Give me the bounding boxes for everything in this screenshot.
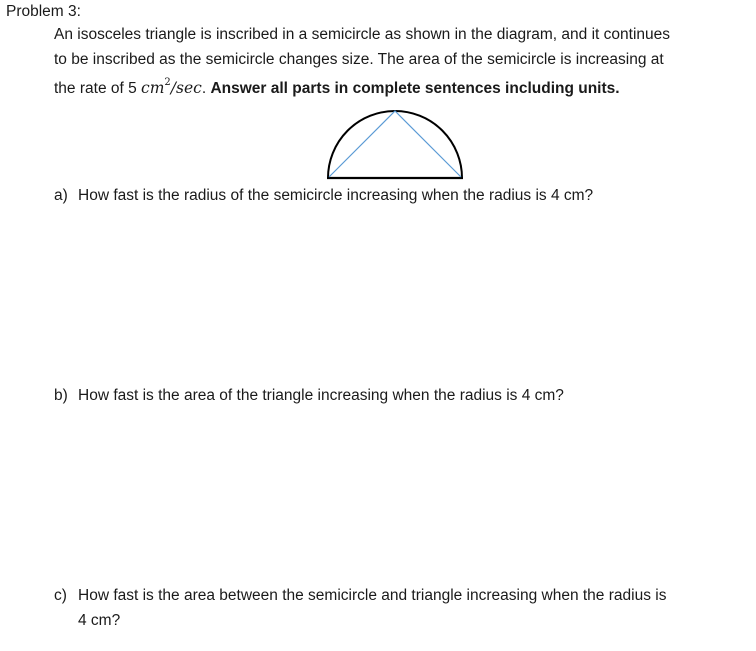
question-b-label: b) [54,387,68,404]
question-a-label: a) [54,187,68,204]
inscribed-triangle [329,111,461,177]
intro-line-2: to be inscribed as the semicircle changes size. The area of the semicircle is increasing at [54,51,664,68]
question-c [54,583,666,633]
rate-prefix: the rate of 5 [54,80,142,98]
instruction-text: Answer all parts in complete sentences including units. [210,80,620,98]
question-b [54,383,564,408]
semicircle-triangle-diagram [320,100,470,184]
rate-unit-tail: /sec [170,79,202,98]
question-a-text: How fast is the radius of the semicircle increasing when the radius is 4 cm? [78,187,594,204]
question-c-text: How fast is the area between the semicircle and triangle increasing when the radius is [78,587,667,604]
intro-line-1: An isosceles triangle is inscribed in a semicircle as shown in the diagram, and it continues [54,26,670,43]
question-a [54,183,593,208]
question-b-text: How fast is the area of the triangle increasing when the radius is 4 cm? [78,387,564,404]
problem-intro [54,22,744,101]
problem-heading: Problem 3: [6,3,81,20]
rate-unit [141,79,202,97]
question-c-label: c) [54,587,67,604]
rate-period: . [201,80,211,98]
rate-unit-base: cm [141,79,165,98]
rate-unit-exponent: 2 [164,77,171,88]
semicircle-arc [328,111,462,178]
question-c-continuation: 4 cm? [78,612,121,629]
intro-line-3 [54,72,744,101]
